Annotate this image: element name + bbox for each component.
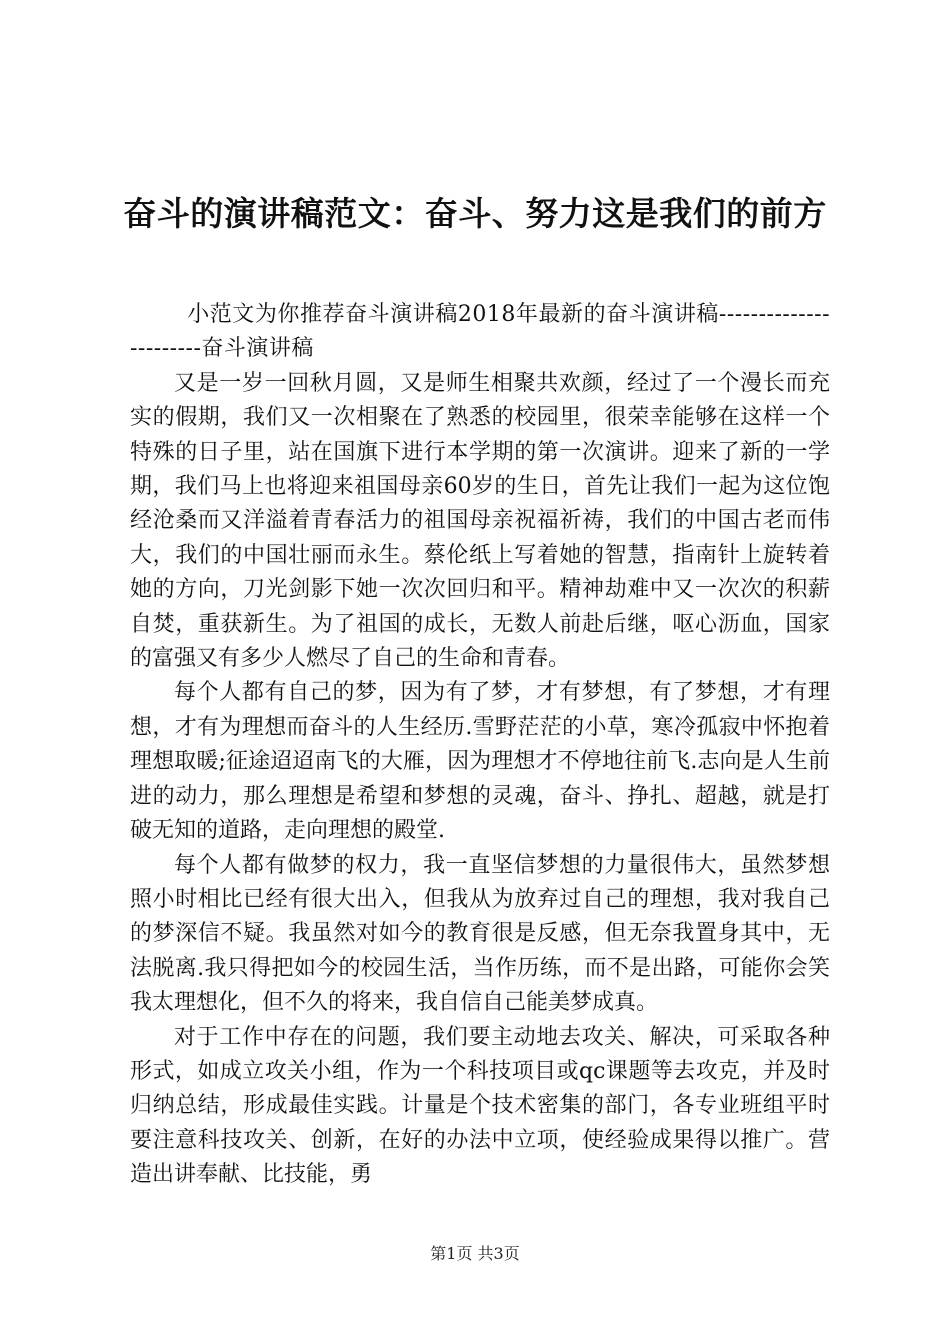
body-paragraph: 又是一岁一回秋月圆，又是师生相聚共欢颜，经过了一个漫长而充实的假期，我们又一次相聚在了熟悉的校园里，很荣幸能够在这样一个特殊的日子里，站在国旗下进行本学期的第一次演讲。迎来了新的一学期，我们马上也将迎来祖国母亲60岁的生日，首先让我们一起为这位饱经沧桑而又洋溢着青春活力的祖国母亲祝福祈祷，我们的中国古老而伟大，我们的中国壮丽而永生。蔡伦纸上写着她的智慧，指南针上旋转着她的方向，刀光剑影下她一次次回归和平。精神劫难中又一次次的积薪自焚，重获新生。为了祖国的成长，无数人前赴后继，呕心沥血，国家的富强又有多少人燃尽了自己的生命和青春。 — [130, 370, 830, 672]
intro-paragraph: 小范文为你推荐奋斗演讲稿2018年最新的奋斗演讲稿-----------------------奋斗演讲稿 — [130, 302, 830, 362]
document-body — [130, 298, 830, 1193]
page-number-footer: 第1页 共3页 — [430, 1244, 520, 1263]
document-title: 奋斗的演讲稿范文：奋斗、努力这是我们的前方 — [123, 194, 827, 233]
body-paragraph: 对于工作中存在的问题，我们要主动地去攻关、解决，可采取各种形式，如成立攻关小组，作为一个科技项目或qc课题等去攻克，并及时归纳总结，形成最佳实践。计量是个技术密集的部门，各专业班组平时要注意科技攻关、创新，在好的办法中立项，使经验成果得以推广。营造出讲奉献、比技能，勇 — [130, 1024, 830, 1188]
body-paragraph: 每个人都有自己的梦，因为有了梦，才有梦想，有了梦想，才有理想，才有为理想而奋斗的人生经历.雪野茫茫的小草，寒冷孤寂中怀抱着理想取暖;征途迢迢南飞的大雁，因为理想才不停地往前飞.志向是人生前进的动力，那么理想是希望和梦想的灵魂，奋斗、挣扎、超越，就是打破无知的道路，走向理想的殿堂. — [130, 680, 830, 844]
body-paragraph: 每个人都有做梦的权力，我一直坚信梦想的力量很伟大，虽然梦想照小时相比已经有很大出入，但我从为放弃过自己的理想，我对我自己的梦深信不疑。我虽然对如今的教育很是反感，但无奈我置身其中，无法脱离.我只得把如今的校园生活，当作历练，而不是出路，可能你会笑我太理想化，但不久的将来，我自信自己能美梦成真。 — [130, 852, 830, 1016]
